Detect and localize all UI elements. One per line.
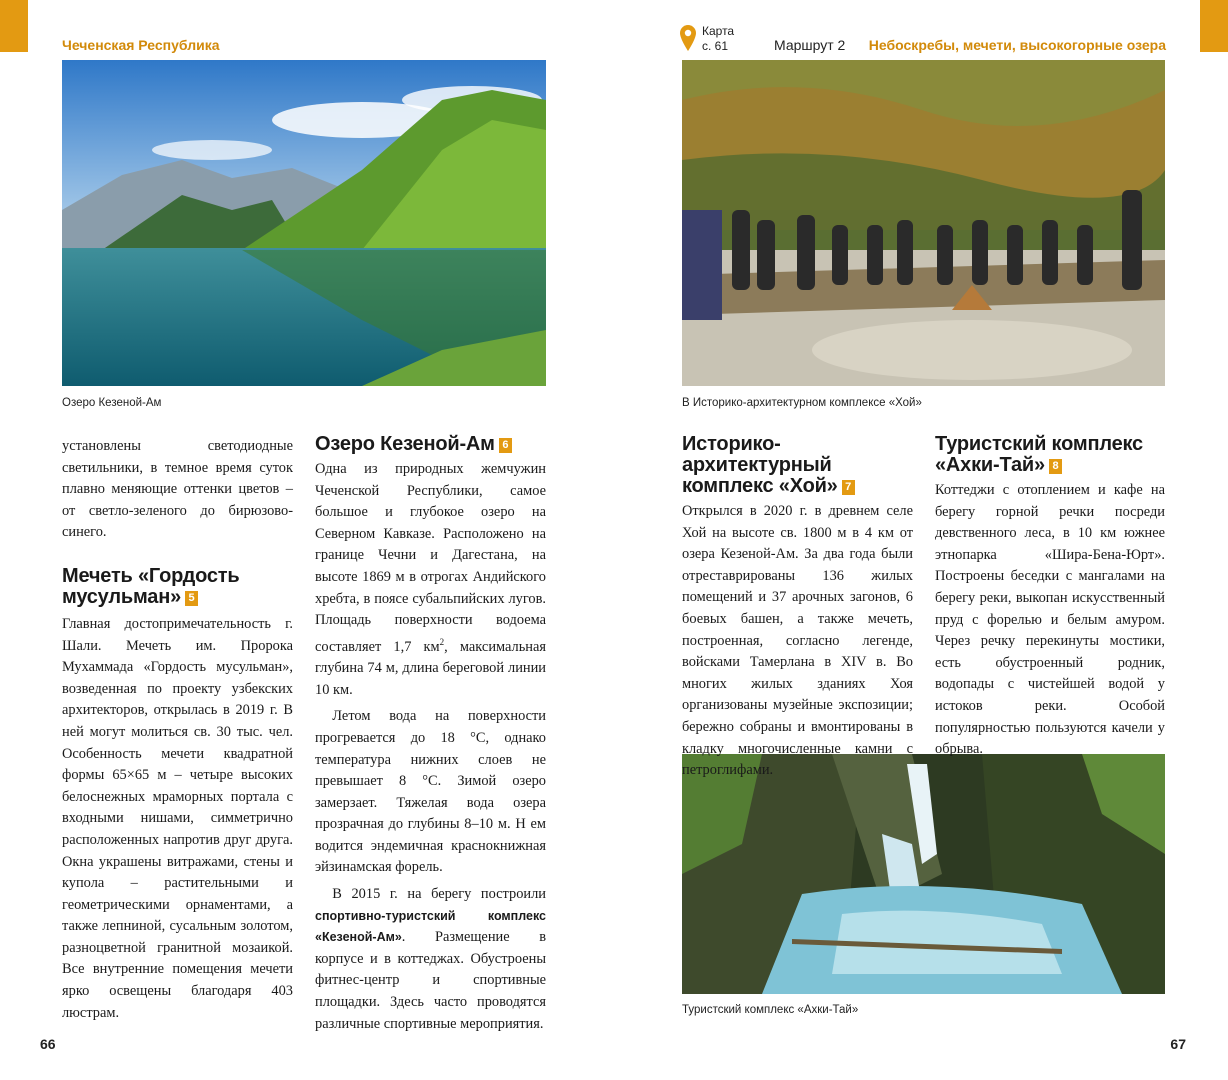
lake-heading-text: Озеро Кезеной-Ам bbox=[315, 433, 495, 455]
text-column-2 bbox=[315, 434, 546, 1035]
khoy-photo bbox=[682, 60, 1165, 386]
khoy-heading bbox=[682, 434, 913, 497]
akhki-heading-text: Туристский комплекс «Ахки-Тай» bbox=[935, 433, 1143, 476]
map-page: с. 61 bbox=[702, 39, 729, 53]
lake-text-3b: . Размещение в корпусе и в коттеджах. Обустроены фитнес-центр и спортивные площадки. Здесь часто проводятся различные спортивные мероприятия. bbox=[315, 929, 546, 1032]
khoy-text: Открылся в 2020 г. в древнем селе Хой на высоте св. 1800 м в 4 км от озера Кезеной-Ам. За два года были отреставрированы 136 жилых помещений и 37 арочных загонов, 6 боевых башен, а также мечеть, построенная, согласно легенде, войсками Тамерлана в XIV в. Во многих жилых зданиях Хоя организованы музейные экспозиции; бережно собраны и вмонтированы в кладку многочисленные камни с петроглифами. bbox=[682, 503, 913, 779]
khoy-heading-text: Историко-архитектурный комплекс «Хой» bbox=[682, 433, 838, 497]
lake-text-3 bbox=[315, 884, 546, 1035]
akhki-photo bbox=[682, 754, 1165, 994]
route-title: Небоскребы, мечети, высокогорные озера bbox=[868, 37, 1166, 53]
lake-text-1b: , максимальная глубина 74 м, длина береговой линии 10 км. bbox=[315, 638, 546, 698]
mosque-intro-text: установлены светодиодные светильники, в темное время суток плавно меняющие оттенки цветов – от светло-зеленого до бирюзово-синего. bbox=[62, 438, 293, 541]
mosque-heading bbox=[62, 566, 293, 608]
lake-text-2: Летом вода на поверхности прогревается до 18 °С, однако температура нижних слоев не превышает 8 °С. Зимой озеро замерзает. Тяжелая вода озера прозрачная до глубины 8–10 м. Н ем водится эндемичная краснокнижная эйзинамская форель. bbox=[315, 708, 546, 876]
text-column-3 bbox=[682, 434, 913, 782]
text-column-4 bbox=[935, 434, 1165, 761]
khoy-caption: В Историко-архитектурном комплексе «Хой» bbox=[682, 397, 922, 409]
lake-text-1 bbox=[315, 459, 546, 701]
mosque-heading-text: Мечеть «Гордость мусульман» bbox=[62, 564, 240, 608]
page-number-right: 67 bbox=[1170, 1036, 1186, 1052]
akhki-text: Коттеджи с отоплением и кафе на берегу горной речки посреди девственного леса, в 10 км южнее этнопарка «Шира-Бена-Юрт». Построены беседки с мангалами на берегу реки, выкопан искусственный пруд с форелью и белым амуром. Через речку перекинуты мостики, есть обустроенный родник, водопады с чистейшей водой у истоков реки. Особой популярностью пользуются качели у обрыва. bbox=[935, 482, 1165, 758]
mosque-map-number: 5 bbox=[185, 591, 198, 606]
area-unit-superscript: 2 bbox=[439, 636, 445, 647]
akhki-caption: Туристский комплекс «Ахки-Тай» bbox=[682, 1004, 859, 1016]
akhki-heading bbox=[935, 434, 1165, 476]
section-header: Чеченская Республика bbox=[62, 37, 220, 53]
lake-caption: Озеро Кезеной-Ам bbox=[62, 397, 162, 409]
chapter-tab-left bbox=[0, 0, 28, 52]
map-reference[interactable] bbox=[680, 24, 734, 54]
page-number-left: 66 bbox=[40, 1036, 56, 1052]
map-label: Карта bbox=[702, 24, 735, 38]
lake-photo bbox=[62, 60, 546, 386]
sport-complex-name: спортивно-туристский комплекс «Кезеной-Ам» bbox=[315, 908, 546, 945]
text-column-1 bbox=[62, 436, 293, 1024]
chapter-tab-right bbox=[1200, 0, 1228, 52]
lake-heading bbox=[315, 434, 546, 455]
khoy-map-number: 7 bbox=[842, 480, 855, 495]
route-label: Маршрут 2 bbox=[774, 37, 846, 53]
mosque-text: Главная достопримечательность г. Шали. Мечеть им. Пророка Мухаммада «Гордость мусульман», возведенная по проекту узбекских архитекторов, открылась в 2019 г. В ней могут молиться св. 30 тыс. чел. Особенность мечети квадратной формы 65×65 м – четыре высоких белоснежных мраморных портала с входными нишами, симметрично расположенных напротив друг друга. Окна украшены витражами, стены и купола – растительными и геометрическими орнаментами, а также лепниной, сусальным золотом, разноцветной гранитной мозаикой. Все внутренние помещения мечети ярко освещены благодаря 403 люстрам. bbox=[62, 615, 293, 1021]
map-pin-icon bbox=[680, 25, 696, 51]
lake-map-number: 6 bbox=[499, 438, 512, 453]
akhki-map-number: 8 bbox=[1049, 459, 1062, 474]
lake-text-3a: В 2015 г. на берегу построили bbox=[332, 886, 546, 903]
lake-text-1a: Одна из природных жемчужин Чеченской Республики, самое большое и глубокое озеро на Северном Кавказе. Расположено на границе Чечни и Дагестана, на высоте 1869 м в отрогах Андийского хребта, в поясе субальпийских лугов. Площадь поверхности водоема составляет 1,7 км bbox=[315, 461, 546, 655]
